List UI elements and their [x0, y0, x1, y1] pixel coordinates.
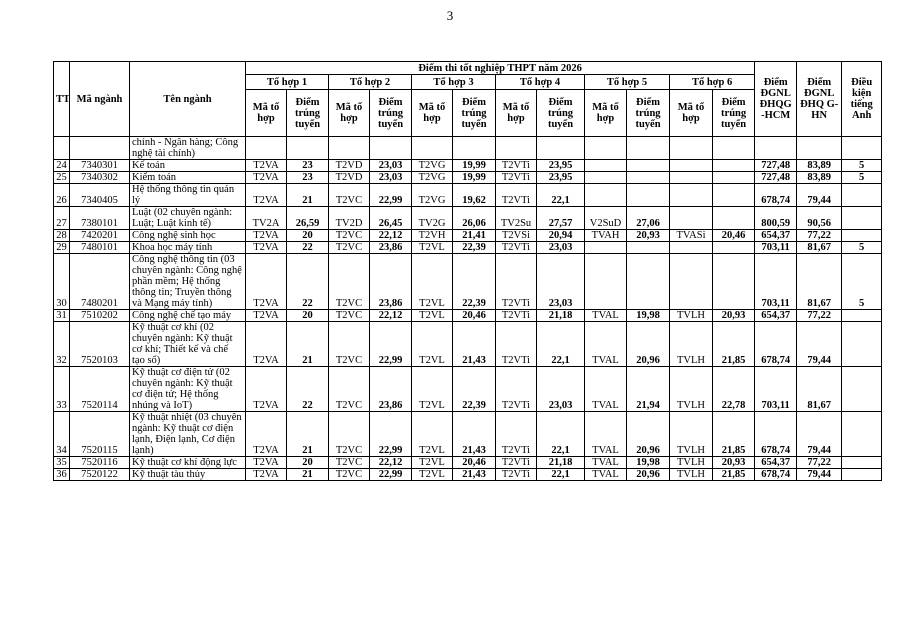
table-row — [54, 184, 882, 207]
combo-code-cell — [670, 137, 713, 160]
combo-code-cell — [670, 160, 713, 172]
english-requirement-cell — [842, 469, 882, 481]
combo-code-cell: T2VTi — [496, 160, 537, 172]
header-exam-group: Điểm thi tốt nghiệp THPT năm 2026 — [246, 62, 755, 75]
dgnl-hcm-cell: 654,37 — [755, 310, 797, 322]
header-combo-code: Mã tổ hợp — [246, 90, 287, 137]
combo-code-cell: T2VL — [412, 469, 453, 481]
combo-score-cell: 22,12 — [370, 230, 412, 242]
combo-code-cell: T2VA — [246, 184, 287, 207]
combo-code-cell: T2VC — [329, 242, 370, 254]
row-major-name: Kỹ thuật nhiệt (03 chuyên ngành: Kỹ thuật cơ điện lạnh, Điện lạnh, Cơ điện lạnh) — [130, 412, 246, 457]
combo-score-cell: 20,46 — [453, 310, 496, 322]
combo-code-cell: T2VTi — [496, 322, 537, 367]
dgnl-hn-cell: 79,44 — [797, 412, 842, 457]
combo-code-cell: TVAL — [585, 412, 627, 457]
row-stt: 24 — [54, 160, 70, 172]
row-major-name: Hệ thống thông tin quản lý — [130, 184, 246, 207]
header-combo-score: Điểm trúng tuyển — [627, 90, 670, 137]
combo-code-cell — [670, 242, 713, 254]
row-major-code: 7380101 — [70, 207, 130, 230]
row-major-name: Kế toán — [130, 160, 246, 172]
row-major-code: 7480201 — [70, 254, 130, 310]
combo-score-cell: 22,99 — [370, 469, 412, 481]
dgnl-hn-cell: 81,67 — [797, 254, 842, 310]
combo-score-cell: 22,78 — [713, 367, 755, 412]
header-combo-5: Tổ hợp 5 — [585, 75, 670, 90]
combo-code-cell: T2VL — [412, 367, 453, 412]
row-major-code: 7520116 — [70, 457, 130, 469]
dgnl-hn-cell: 81,67 — [797, 367, 842, 412]
combo-score-cell — [627, 242, 670, 254]
english-requirement-cell — [842, 184, 882, 207]
dgnl-hcm-cell: 678,74 — [755, 184, 797, 207]
header-combo-6: Tổ hợp 6 — [670, 75, 755, 90]
combo-score-cell: 19,98 — [627, 310, 670, 322]
combo-score-cell: 20,46 — [453, 457, 496, 469]
combo-code-cell: TVLH — [670, 412, 713, 457]
row-major-code: 7520103 — [70, 322, 130, 367]
table-row — [54, 322, 882, 367]
combo-code-cell: TVLH — [670, 367, 713, 412]
combo-score-cell: 23,03 — [537, 254, 585, 310]
table-row — [54, 254, 882, 310]
combo-score-cell: 20,96 — [627, 412, 670, 457]
header-stt: TT — [54, 62, 70, 137]
header-dgnl-hcm: Điểm ĐGNL ĐHQG -HCM — [755, 62, 797, 137]
combo-code-cell: T2VC — [329, 254, 370, 310]
row-major-code: 7520114 — [70, 367, 130, 412]
dgnl-hcm-cell — [755, 137, 797, 160]
combo-score-cell: 23 — [287, 160, 329, 172]
combo-score-cell: 21,43 — [453, 322, 496, 367]
table-row — [54, 160, 882, 172]
dgnl-hn-cell: 90,56 — [797, 207, 842, 230]
combo-code-cell: TVAL — [585, 457, 627, 469]
header-name: Tên ngành — [130, 62, 246, 137]
combo-code-cell — [670, 207, 713, 230]
combo-score-cell: 22,1 — [537, 184, 585, 207]
combo-code-cell — [496, 137, 537, 160]
row-stt: 36 — [54, 469, 70, 481]
combo-code-cell: T2VL — [412, 242, 453, 254]
combo-score-cell: 22 — [287, 367, 329, 412]
dgnl-hn-cell — [797, 137, 842, 160]
combo-code-cell — [585, 160, 627, 172]
combo-score-cell — [627, 172, 670, 184]
header-dgnl-hn: Điểm ĐGNL ĐHQ G-HN — [797, 62, 842, 137]
header-combo-4: Tổ hợp 4 — [496, 75, 585, 90]
table-row — [54, 367, 882, 412]
combo-code-cell: T2VTi — [496, 469, 537, 481]
combo-score-cell: 22,99 — [370, 322, 412, 367]
row-major-code: 7340302 — [70, 172, 130, 184]
header-combo-score: Điểm trúng tuyển — [713, 90, 755, 137]
header-combo-code: Mã tổ hợp — [585, 90, 627, 137]
row-stt: 26 — [54, 184, 70, 207]
table-row — [54, 230, 882, 242]
combo-code-cell — [329, 137, 370, 160]
combo-code-cell: T2VA — [246, 457, 287, 469]
combo-score-cell: 26,59 — [287, 207, 329, 230]
row-major-code: 7510202 — [70, 310, 130, 322]
combo-code-cell: T2VTi — [496, 254, 537, 310]
combo-score-cell: 22,12 — [370, 457, 412, 469]
table-row — [54, 207, 882, 230]
dgnl-hcm-cell: 678,74 — [755, 412, 797, 457]
combo-score-cell: 23,03 — [537, 242, 585, 254]
header-english: Điều kiện tiếng Anh — [842, 62, 882, 137]
combo-score-cell: 23,86 — [370, 242, 412, 254]
dgnl-hcm-cell: 703,11 — [755, 242, 797, 254]
combo-score-cell: 20,93 — [713, 310, 755, 322]
header-combo-2: Tổ hợp 2 — [329, 75, 412, 90]
combo-code-cell: T2VA — [246, 310, 287, 322]
combo-score-cell: 21,43 — [453, 412, 496, 457]
combo-score-cell: 20,96 — [627, 469, 670, 481]
combo-score-cell: 23,86 — [370, 367, 412, 412]
combo-code-cell: T2VTi — [496, 457, 537, 469]
english-requirement-cell — [842, 230, 882, 242]
combo-code-cell — [585, 254, 627, 310]
combo-code-cell: T2VC — [329, 184, 370, 207]
combo-code-cell — [585, 242, 627, 254]
english-requirement-cell — [842, 322, 882, 367]
row-stt: 32 — [54, 322, 70, 367]
combo-code-cell: T2VL — [412, 457, 453, 469]
combo-code-cell: T2VA — [246, 230, 287, 242]
combo-score-cell: 22,39 — [453, 367, 496, 412]
dgnl-hn-cell: 79,44 — [797, 322, 842, 367]
row-stt: 28 — [54, 230, 70, 242]
row-major-code: 7520122 — [70, 469, 130, 481]
combo-score-cell: 21 — [287, 412, 329, 457]
combo-code-cell: TVAL — [585, 310, 627, 322]
combo-score-cell — [713, 254, 755, 310]
table-row — [54, 137, 882, 160]
combo-score-cell: 19,62 — [453, 184, 496, 207]
combo-score-cell: 26,45 — [370, 207, 412, 230]
combo-code-cell: TVASi — [670, 230, 713, 242]
dgnl-hcm-cell: 800,59 — [755, 207, 797, 230]
row-major-code: 7480101 — [70, 242, 130, 254]
row-stt: 35 — [54, 457, 70, 469]
combo-code-cell: T2VD — [329, 160, 370, 172]
page-number: 3 — [446, 8, 454, 23]
combo-code-cell: T2VTi — [496, 242, 537, 254]
combo-score-cell: 23,03 — [370, 172, 412, 184]
english-requirement-cell: 5 — [842, 242, 882, 254]
combo-score-cell — [627, 254, 670, 310]
combo-score-cell: 23,03 — [370, 160, 412, 172]
combo-code-cell: T2VTi — [496, 367, 537, 412]
combo-score-cell: 19,99 — [453, 160, 496, 172]
combo-code-cell: T2VG — [412, 184, 453, 207]
dgnl-hn-cell: 77,22 — [797, 457, 842, 469]
combo-score-cell — [713, 242, 755, 254]
combo-score-cell: 23,03 — [537, 367, 585, 412]
combo-code-cell: TV2D — [329, 207, 370, 230]
english-requirement-cell: 5 — [842, 172, 882, 184]
english-requirement-cell — [842, 310, 882, 322]
combo-score-cell: 23,95 — [537, 172, 585, 184]
combo-score-cell: 22 — [287, 254, 329, 310]
combo-score-cell: 21,85 — [713, 412, 755, 457]
combo-score-cell: 23,95 — [537, 160, 585, 172]
combo-score-cell: 23 — [287, 172, 329, 184]
row-stt: 34 — [54, 412, 70, 457]
combo-code-cell: T2VC — [329, 310, 370, 322]
row-stt: 31 — [54, 310, 70, 322]
header-combo-3: Tổ hợp 3 — [412, 75, 496, 90]
combo-code-cell — [670, 254, 713, 310]
combo-code-cell — [670, 172, 713, 184]
combo-score-cell: 22,99 — [370, 184, 412, 207]
combo-code-cell: T2VH — [412, 230, 453, 242]
header-combo-code: Mã tổ hợp — [329, 90, 370, 137]
combo-code-cell: TVAL — [585, 367, 627, 412]
dgnl-hn-cell: 79,44 — [797, 184, 842, 207]
combo-score-cell — [713, 137, 755, 160]
combo-score-cell — [370, 137, 412, 160]
combo-score-cell: 26,06 — [453, 207, 496, 230]
english-requirement-cell — [842, 412, 882, 457]
dgnl-hcm-cell: 727,48 — [755, 172, 797, 184]
combo-score-cell — [627, 160, 670, 172]
combo-score-cell — [713, 160, 755, 172]
combo-code-cell: T2VA — [246, 367, 287, 412]
combo-score-cell: 22,39 — [453, 242, 496, 254]
row-major-code: 7340301 — [70, 160, 130, 172]
header-code: Mã ngành — [70, 62, 130, 137]
combo-code-cell: T2VG — [412, 172, 453, 184]
combo-code-cell: T2VTi — [496, 310, 537, 322]
dgnl-hcm-cell: 703,11 — [755, 367, 797, 412]
combo-score-cell: 27,57 — [537, 207, 585, 230]
combo-score-cell: 20,94 — [537, 230, 585, 242]
combo-code-cell — [412, 137, 453, 160]
combo-score-cell — [537, 137, 585, 160]
dgnl-hcm-cell: 678,74 — [755, 469, 797, 481]
combo-code-cell: T2VC — [329, 367, 370, 412]
header-combo-score: Điểm trúng tuyển — [453, 90, 496, 137]
combo-score-cell — [627, 184, 670, 207]
combo-code-cell: TVAL — [585, 469, 627, 481]
table-row — [54, 310, 882, 322]
row-major-name: Công nghệ thông tin (03 chuyên ngành: Công nghệ phần mềm; Hệ thống thông tin; Truyền thông và Mạng máy tính) — [130, 254, 246, 310]
header-combo-code: Mã tổ hợp — [496, 90, 537, 137]
table-row — [54, 242, 882, 254]
combo-code-cell — [670, 184, 713, 207]
combo-code-cell: T2VTi — [496, 172, 537, 184]
combo-code-cell: T2VL — [412, 322, 453, 367]
combo-code-cell: T2VA — [246, 242, 287, 254]
row-major-name: Kỹ thuật tàu thủy — [130, 469, 246, 481]
combo-code-cell: T2VA — [246, 172, 287, 184]
combo-score-cell: 21,85 — [713, 322, 755, 367]
combo-code-cell: T2VA — [246, 160, 287, 172]
combo-score-cell: 21 — [287, 469, 329, 481]
combo-score-cell: 21,18 — [537, 457, 585, 469]
combo-code-cell: TV2A — [246, 207, 287, 230]
combo-score-cell — [627, 137, 670, 160]
table-header — [54, 62, 882, 137]
combo-score-cell: 21,43 — [453, 469, 496, 481]
combo-code-cell: T2VC — [329, 322, 370, 367]
combo-code-cell: T2VTi — [496, 184, 537, 207]
combo-score-cell: 22 — [287, 242, 329, 254]
dgnl-hn-cell: 77,22 — [797, 310, 842, 322]
combo-code-cell: T2VA — [246, 469, 287, 481]
combo-code-cell: TVLH — [670, 322, 713, 367]
combo-code-cell: T2VC — [329, 230, 370, 242]
row-major-name: Khoa học máy tính — [130, 242, 246, 254]
row-major-name: Kỹ thuật cơ khí động lực — [130, 457, 246, 469]
table-row — [54, 412, 882, 457]
english-requirement-cell — [842, 457, 882, 469]
combo-score-cell: 20,46 — [713, 230, 755, 242]
combo-score-cell: 19,98 — [627, 457, 670, 469]
dgnl-hn-cell: 83,89 — [797, 172, 842, 184]
combo-code-cell: TVAL — [585, 322, 627, 367]
combo-score-cell: 22,12 — [370, 310, 412, 322]
english-requirement-cell — [842, 367, 882, 412]
combo-code-cell: TVLH — [670, 310, 713, 322]
row-major-name: Kiểm toán — [130, 172, 246, 184]
combo-score-cell: 21,85 — [713, 469, 755, 481]
combo-score-cell — [713, 184, 755, 207]
table-row — [54, 457, 882, 469]
combo-code-cell — [246, 137, 287, 160]
row-major-name: Công nghệ chế tạo máy — [130, 310, 246, 322]
combo-score-cell: 22,99 — [370, 412, 412, 457]
row-major-code — [70, 137, 130, 160]
header-combo-code: Mã tổ hợp — [412, 90, 453, 137]
combo-score-cell — [713, 172, 755, 184]
dgnl-hcm-cell: 727,48 — [755, 160, 797, 172]
dgnl-hcm-cell: 678,74 — [755, 322, 797, 367]
combo-code-cell: T2VL — [412, 412, 453, 457]
row-stt — [54, 137, 70, 160]
combo-score-cell: 23,86 — [370, 254, 412, 310]
header-combo-score: Điểm trúng tuyển — [537, 90, 585, 137]
combo-score-cell: 21 — [287, 184, 329, 207]
combo-score-cell: 21,41 — [453, 230, 496, 242]
combo-code-cell: T2VG — [412, 160, 453, 172]
combo-code-cell: T2VA — [246, 322, 287, 367]
header-combo-1: Tổ hợp 1 — [246, 75, 329, 90]
combo-score-cell: 19,99 — [453, 172, 496, 184]
combo-score-cell: 21 — [287, 322, 329, 367]
combo-code-cell — [585, 137, 627, 160]
combo-score-cell — [713, 207, 755, 230]
row-major-name: Kỹ thuật cơ điện tử (02 chuyên ngành: Kỹ thuật cơ điện tử; Hệ thống nhúng và IoT) — [130, 367, 246, 412]
header-combo-score: Điểm trúng tuyển — [287, 90, 329, 137]
combo-code-cell: T2VC — [329, 412, 370, 457]
combo-score-cell: 22,1 — [537, 469, 585, 481]
dgnl-hn-cell: 83,89 — [797, 160, 842, 172]
row-major-code: 7520115 — [70, 412, 130, 457]
combo-code-cell: TV2Su — [496, 207, 537, 230]
dgnl-hcm-cell: 703,11 — [755, 254, 797, 310]
row-major-code: 7340405 — [70, 184, 130, 207]
english-requirement-cell — [842, 207, 882, 230]
english-requirement-cell — [842, 137, 882, 160]
row-stt: 30 — [54, 254, 70, 310]
row-stt: 25 — [54, 172, 70, 184]
combo-score-cell — [453, 137, 496, 160]
header-combo-code: Mã tổ hợp — [670, 90, 713, 137]
combo-score-cell: 20 — [287, 230, 329, 242]
combo-score-cell: 20,93 — [627, 230, 670, 242]
combo-code-cell: TVLH — [670, 469, 713, 481]
combo-score-cell: 22,1 — [537, 412, 585, 457]
row-stt: 33 — [54, 367, 70, 412]
combo-code-cell: TV2G — [412, 207, 453, 230]
combo-code-cell: TVAH — [585, 230, 627, 242]
combo-code-cell: T2VC — [329, 469, 370, 481]
combo-score-cell: 27,06 — [627, 207, 670, 230]
row-major-name: Luật (02 chuyên ngành: Luật; Luật kinh tế) — [130, 207, 246, 230]
combo-score-cell: 20,93 — [713, 457, 755, 469]
dgnl-hn-cell: 77,22 — [797, 230, 842, 242]
combo-code-cell: T2VA — [246, 254, 287, 310]
dgnl-hn-cell: 81,67 — [797, 242, 842, 254]
combo-score-cell: 21,18 — [537, 310, 585, 322]
combo-code-cell: T2VL — [412, 310, 453, 322]
combo-code-cell — [585, 172, 627, 184]
row-major-name: chính - Ngân hàng; Công nghệ tài chính) — [130, 137, 246, 160]
combo-code-cell: T2VD — [329, 172, 370, 184]
table-body — [54, 137, 882, 481]
combo-score-cell — [287, 137, 329, 160]
row-major-name: Kỹ thuật cơ khí (02 chuyên ngành: Kỹ thuật cơ khí; Thiết kế và chế tạo số) — [130, 322, 246, 367]
dgnl-hn-cell: 79,44 — [797, 469, 842, 481]
combo-score-cell: 20 — [287, 310, 329, 322]
combo-code-cell: T2VSi — [496, 230, 537, 242]
english-requirement-cell: 5 — [842, 160, 882, 172]
english-requirement-cell: 5 — [842, 254, 882, 310]
dgnl-hcm-cell: 654,37 — [755, 230, 797, 242]
combo-code-cell: T2VTi — [496, 412, 537, 457]
combo-score-cell: 20 — [287, 457, 329, 469]
combo-score-cell: 20,96 — [627, 322, 670, 367]
combo-code-cell — [585, 184, 627, 207]
combo-code-cell: T2VA — [246, 412, 287, 457]
combo-score-cell: 22,1 — [537, 322, 585, 367]
table-row — [54, 172, 882, 184]
combo-code-cell: T2VC — [329, 457, 370, 469]
dgnl-hcm-cell: 654,37 — [755, 457, 797, 469]
row-stt: 27 — [54, 207, 70, 230]
table-row — [54, 469, 882, 481]
header-combo-score: Điểm trúng tuyển — [370, 90, 412, 137]
row-major-code: 7420201 — [70, 230, 130, 242]
combo-score-cell: 21,94 — [627, 367, 670, 412]
row-stt: 29 — [54, 242, 70, 254]
row-major-name: Công nghệ sinh học — [130, 230, 246, 242]
admission-score-table — [53, 61, 882, 481]
combo-code-cell: TVLH — [670, 457, 713, 469]
combo-score-cell: 22,39 — [453, 254, 496, 310]
combo-code-cell: V2SuD — [585, 207, 627, 230]
combo-code-cell: T2VL — [412, 254, 453, 310]
